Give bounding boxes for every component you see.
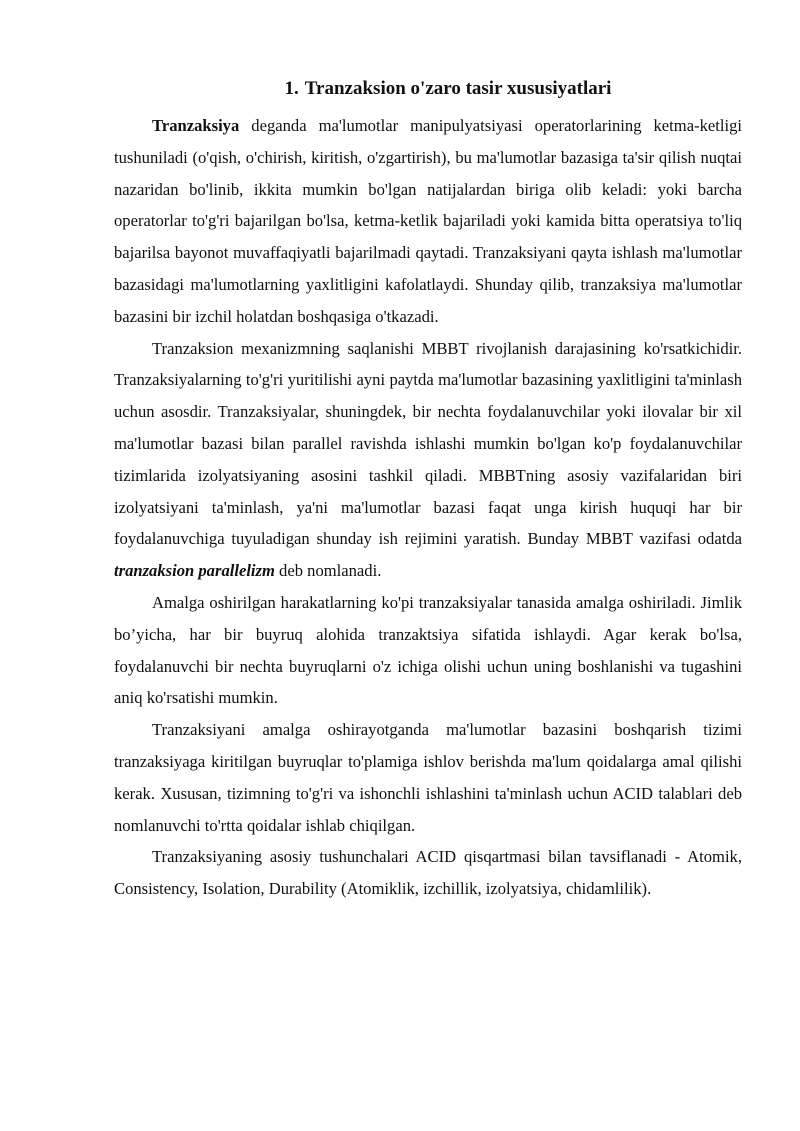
section-title: Tranzaksion o'zaro tasir xususiyatlari [304,78,612,99]
paragraph-definition [114,110,742,333]
paragraph-text: Tranzaksion mexanizmning saqlanishi MBBT rivojlanish darajasining ko'rsatkichidir. Tranzaksiyalarning to'g'ri yuritilishi ayni paytda ma'lumotlar bazasining yaxlitligini ta'minlash uchun asosdir. Tranzaksiyalar, shuningdek, bir nechta foydalanuvchilar yoki ilovalar bir xil ma'lumotlar bazasi bilan parallel ravishda ishlashi mumkin bo'lgan ko'p foydalanuvchilar tizimlarida izolyatsiyaning asosini tashkil qiladi. MBBTning asosiy vazifalaridan biri izolyatsiyani ta'minlash, ya'ni ma'lumotlar bazasi faqat unga kirish huquqi har bir foydalanuvchiga tuyuladigan shunday ish rejimini yaratish. Bunday MBBT vazifasi odatda [114,338,742,549]
section-heading [114,74,742,104]
document-page [114,74,742,905]
term-parallelism: tranzaksion parallelizm [114,561,275,581]
term-tranzaksiya: Tranzaksiya [152,116,240,135]
paragraph-text: deganda ma'lumotlar manipulyatsiyasi operatorlarining ketma-ketligi tushuniladi (o'qish, o'chirish, kiritish, o'zgartirish), bu ma'lumotlar bazasiga ta'sir qilish nuqtai nazaridan bo'linib, ikkita mumkin bo'lgan natijalardan biriga olib keladi: yoki barcha operatorlar to'g'ri bajarilgan bo'lsa, ketma-ketlik bajariladi yoki kamida bitta operatsiya to'liq bajarilsa bayonot muvaffaqiyatli bajarilmadi qaytadi. Tranzaksiyani qayta ishlash ma'lumotlar bazasidagi ma'lumotlarning yaxlitligini kafolatlaydi. Shunday qilib, tranzaksiya ma'lumotlar bazasini bir izchil holatdan boshqasiga o'tkazadi. [114,116,742,326]
paragraph-actions [114,587,742,714]
section-number: 1. [284,78,299,99]
paragraph-text: Amalga oshirilgan harakatlarning ko'pi tranzaksiyalar tanasida amalga oshiriladi. Jimlik bo’yicha, har bir buyruq alohida tranzaktsiya sifatida ishlaydi. Agar kerak bo'lsa, foydalanuvchi bir nechta buyruqlarni o'z ichiga olishi uchun uning boshlanishi va tugashini aniq ko'rsatishi mumkin. [114,592,742,708]
paragraph-text: Tranzaksiyani amalga oshirayotganda ma'lumotlar bazasini boshqarish tizimi tranzaksiyaga kiritilgan buyruqlar to'plamiga ishlov berishda ma'lum qoidalarga amal qilishi kerak. Xususan, tizimning to'g'ri va ishonchli ishlashini ta'minlash uchun ACID talablari deb nomlanuvchi to'rtta qoidalar ishlab chiqilgan. [114,720,742,835]
paragraph-mechanism [114,333,742,587]
paragraph-text: Tranzaksiyaning asosiy tushunchalari ACID qisqartmasi bilan tavsiflanadi - Atomik, Consistency, Isolation, Durability (Atomiklik, izchillik, izolyatsiya, chidamlilik). [114,847,742,899]
paragraph-acid [114,841,742,905]
paragraph-rules [114,714,742,841]
paragraph-tail: deb nomlanadi. [274,561,382,581]
